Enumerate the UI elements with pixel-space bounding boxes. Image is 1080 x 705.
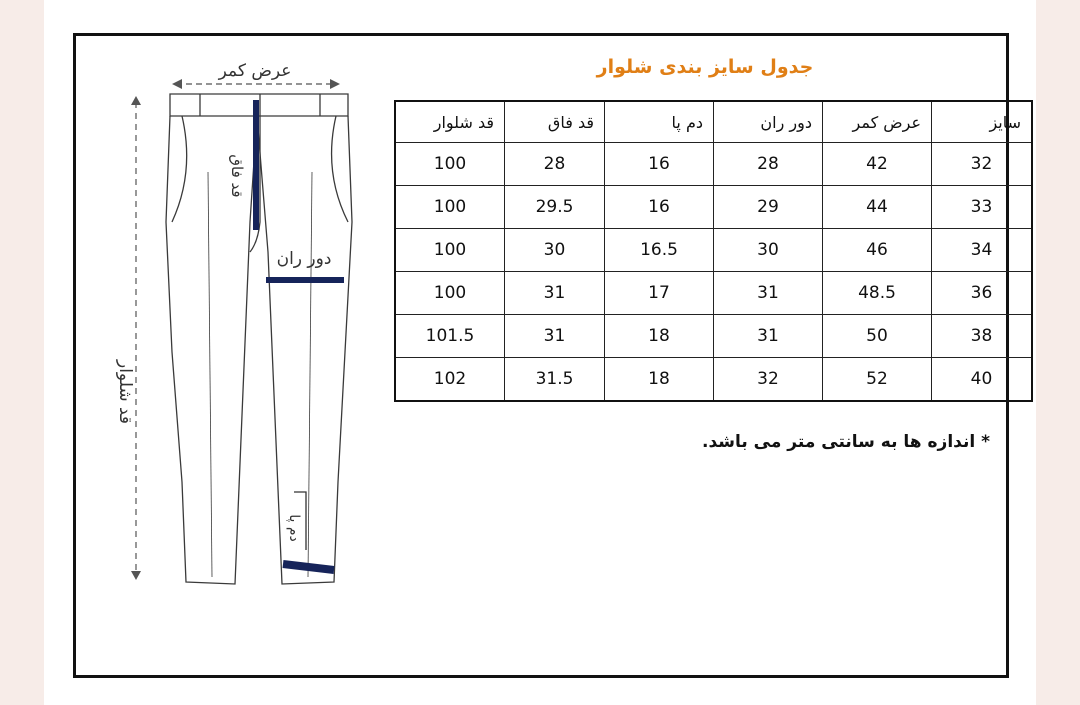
cell-length: 101.5 xyxy=(395,315,505,358)
cell-waist-width: 46 xyxy=(823,229,932,272)
cell-size: 33 xyxy=(932,186,1033,229)
cell-size: 38 xyxy=(932,315,1033,358)
cell-rise: 31.5 xyxy=(505,358,605,402)
cell-hem: 18 xyxy=(605,358,714,402)
cell-hem: 18 xyxy=(605,315,714,358)
cell-length: 102 xyxy=(395,358,505,402)
cell-waist-width: 44 xyxy=(823,186,932,229)
cell-size: 36 xyxy=(932,272,1033,315)
cell-thigh: 31 xyxy=(714,272,823,315)
pants-diagram xyxy=(100,52,360,592)
cell-waist-width: 50 xyxy=(823,315,932,358)
units-note: * اندازه ها به سانتی متر می باشد. xyxy=(701,432,990,452)
cell-waist-width: 42 xyxy=(823,143,932,186)
cell-hem: 16 xyxy=(605,186,714,229)
cell-length: 100 xyxy=(395,186,505,229)
size-table xyxy=(394,100,1033,402)
cell-rise: 28 xyxy=(505,143,605,186)
table-row xyxy=(395,186,1032,229)
table-row xyxy=(395,143,1032,186)
table-row xyxy=(395,358,1032,402)
cell-rise: 30 xyxy=(505,229,605,272)
waist-label: عرض کمر xyxy=(218,61,292,81)
table-header-row xyxy=(395,101,1032,143)
cell-rise: 31 xyxy=(505,315,605,358)
table-row xyxy=(395,315,1032,358)
cell-hem: 17 xyxy=(605,272,714,315)
chart-title: جدول سایز بندی شلوار xyxy=(596,56,814,78)
cell-thigh: 28 xyxy=(714,143,823,186)
cell-hem: 16 xyxy=(605,143,714,186)
cell-length: 100 xyxy=(395,229,505,272)
length-label: قد شلوار xyxy=(115,359,135,425)
cell-thigh: 29 xyxy=(714,186,823,229)
cell-rise: 29.5 xyxy=(505,186,605,229)
cell-size: 32 xyxy=(932,143,1033,186)
cell-size: 40 xyxy=(932,358,1033,402)
hem-marker xyxy=(283,564,334,570)
table-row xyxy=(395,272,1032,315)
cell-rise: 31 xyxy=(505,272,605,315)
table-row xyxy=(395,229,1032,272)
header-size: سایز xyxy=(932,101,1033,143)
cell-length: 100 xyxy=(395,143,505,186)
header-rise: قد فاق xyxy=(505,101,605,143)
thigh-label: دور ران xyxy=(276,249,332,269)
header-length: قد شلوار xyxy=(395,101,505,143)
cell-length: 100 xyxy=(395,272,505,315)
header-thigh: دور ران xyxy=(714,101,823,143)
cell-hem: 16.5 xyxy=(605,229,714,272)
cell-waist-width: 48.5 xyxy=(823,272,932,315)
hem-label: دم پا xyxy=(286,514,302,542)
header-waist-width: عرض کمر xyxy=(823,101,932,143)
cell-thigh: 32 xyxy=(714,358,823,402)
cell-thigh: 31 xyxy=(714,315,823,358)
cell-thigh: 30 xyxy=(714,229,823,272)
cell-size: 34 xyxy=(932,229,1033,272)
rise-label: قد فاق xyxy=(228,154,246,198)
cell-waist-width: 52 xyxy=(823,358,932,402)
header-hem: دم پا xyxy=(605,101,714,143)
